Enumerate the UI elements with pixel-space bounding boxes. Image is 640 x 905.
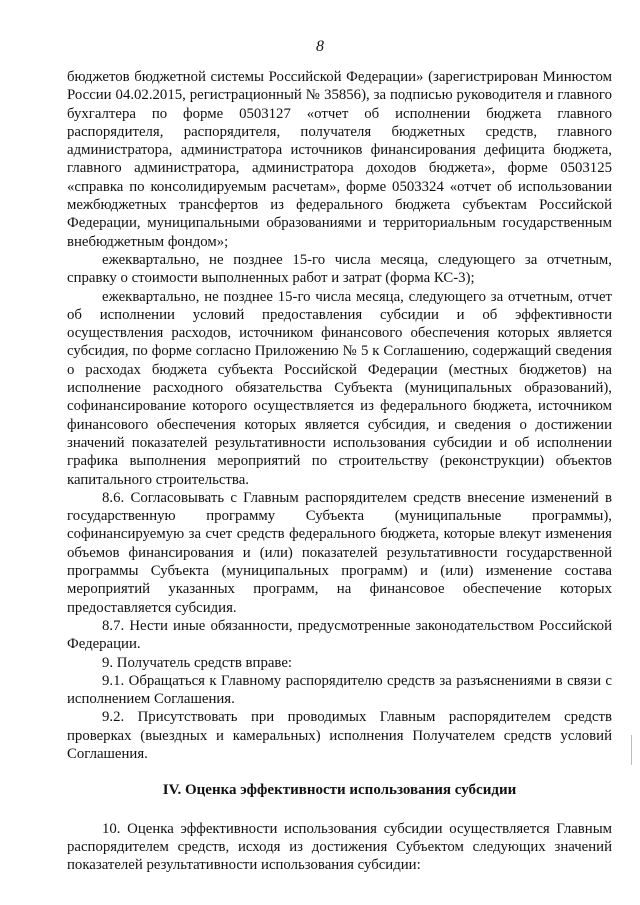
paragraph-10: 10. Оценка эффективности использования субсидии осуществляется Главным распорядителем средств, исходя из достижения Субъектом следующих значений показателей результативности использования субсидии: [67, 820, 612, 874]
paragraph-quarterly-report: ежеквартально, не позднее 15-го числа месяца, следующего за отчетным, отчет об исполнении условий предоставления субсидии и об эффективности осуществления расходов, источником финансового обеспечения которых является субсидия, по форме согласно Приложению № 5 к Соглашению, содержащий сведения о расходах бюджета субъекта Российской Федерации (местных бюджетов) на исполнение расходного обязательства Субъекта (муниципальных образований), софинансирование которого осуществляется из федерального бюджета, источником финансового обеспечения которых является субсидия, и сведения о достижении значений показателей результативности использования субсидии и об исполнении графика выполнения мероприятий по строительству (реконструкции) объектов капитального строительства. [67, 288, 612, 488]
section-heading: IV. Оценка эффективности использования субсидии [162, 782, 517, 799]
page-number: 8 [316, 38, 324, 55]
paragraph-9: 9. Получатель средств вправе: [102, 654, 292, 671]
scan-artifact-line [631, 735, 632, 765]
paragraph-9-2: 9.2. Присутствовать при проводимых Главным распорядителем средств проверках (выездных и камеральных) исполнения Получателем средств условий Соглашения. [67, 709, 612, 762]
paragraph-reporting-forms: бюджетов бюджетной системы Российской Федерации» (зарегистрирован Минюстом России 04.02.2015, регистрационный № 35856), за подписью руководителя и главного бухгалтера по форме 0503127 «отчет об исполнении бюджета главного распорядителя, распорядителя, получателя бюджетных средств, главного администратора, администратора источников финансирования дефицита бюджета, главного администратора, администратора доходов бюджета», форме 0503125 «справка по консолидируемым расчетам», форме 0503324 «отчет об использовании межбюджетных трансфертов из федерального бюджета субъектам Российской Федерации, муниципальными образованиями и территориальным государственным внебюджетным фондом»; [67, 69, 612, 250]
document-body [67, 68, 612, 874]
paragraph-8-6: 8.6. Согласовывать с Главным распорядителем средств внесение изменений в государственную программу Субъекта (муниципальные программы), софинансируемую за счет средств федерального бюджета, которые влекут изменения объемов финансирования и (или) показателей результативности государственной программы Субъекта (муниципальных программ) и (или) изменение состава мероприятий указанных программ, на финансовое обеспечение которых предоставляется субсидия. [67, 489, 612, 616]
paragraph-8-7: 8.7. Нести иные обязанности, предусмотренные законодательством Российской Федерации. [67, 617, 612, 653]
paragraph-ks3-certificate: ежеквартально, не позднее 15-го числа месяца, следующего за отчетным, справку о стоимости выполненных работ и затрат (форма КС-3); [67, 251, 612, 287]
paragraph-9-1: 9.1. Обращаться к Главному распорядителю средств за разъяснениями в связи с исполнением Соглашения. [67, 672, 612, 708]
